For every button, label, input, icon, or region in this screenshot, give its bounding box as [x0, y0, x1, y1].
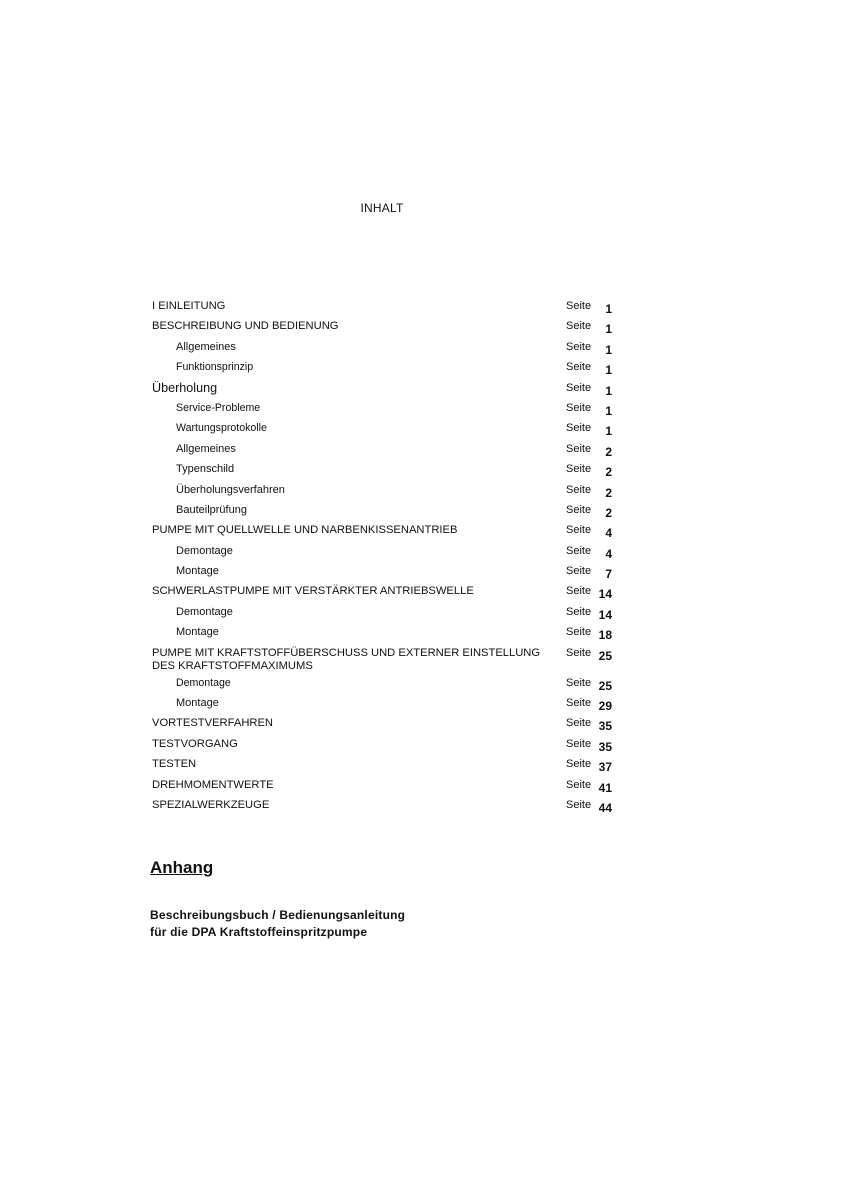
toc-entry-title-line-2: DES KRAFTSTOFFMAXIMUMS	[152, 659, 313, 672]
toc-entry-page-number: 1	[605, 342, 612, 357]
toc-entry-seite-label: Seite	[566, 483, 592, 496]
annex-description-line-1: Beschreibungsbuch / Bedienungsanleitung	[150, 908, 406, 922]
toc-entry-seite-label: Seite	[566, 340, 592, 353]
toc-subentry[interactable]	[150, 441, 620, 461]
toc-entry-title: Überholungsverfahren	[176, 483, 285, 496]
annex-description-line-2: für die DPA Kraftstoffeinspritzpumpe	[150, 925, 368, 939]
toc-entry-page-number: 4	[605, 546, 612, 561]
toc-entry-title: Überholung	[152, 380, 218, 395]
toc-entry-page-number: 2	[605, 465, 612, 480]
toc-entry[interactable]	[150, 797, 620, 817]
toc-entry-page-number: 14	[598, 587, 612, 602]
toc-entry-title: BESCHREIBUNG UND BEDIENUNG	[152, 320, 339, 333]
toc-entry-page-number: 25	[598, 678, 612, 693]
toc-entry-title: SCHWERLASTPUMPE MIT VERSTÄRKTER ANTRIEBSWELLE	[152, 585, 474, 598]
toc-entry-title: Montage	[176, 626, 219, 639]
toc-entry-seite-label: Seite	[566, 361, 592, 374]
toc-entry-page-number: 18	[598, 628, 612, 643]
toc-entry-title: I EINLEITUNG	[152, 300, 226, 312]
toc-entry-seite-label: Seite	[566, 737, 592, 750]
toc-entry-title: VORTESTVERFAHREN	[152, 717, 274, 730]
toc-entry-seite-label: Seite	[566, 381, 592, 394]
toc-entry-page-number: 1	[605, 383, 612, 398]
toc-entry[interactable]	[150, 318, 620, 338]
toc-subentry[interactable]	[150, 604, 620, 624]
toc-entry-seite-label: Seite	[566, 626, 592, 639]
toc-subentry[interactable]	[150, 482, 620, 502]
toc-entry-title: Funktionsprinzip	[176, 361, 254, 374]
toc-subentry[interactable]	[150, 420, 620, 440]
toc-entry-seite-label: Seite	[566, 320, 592, 333]
toc-entry-seite-label: Seite	[566, 422, 592, 435]
toc-entry-seite-label: Seite	[566, 676, 592, 689]
toc-entry-title: SPEZIALWERKZEUGE	[152, 798, 270, 811]
toc-entry[interactable]	[150, 777, 620, 797]
toc-entry-seite-label: Seite	[566, 524, 592, 537]
toc-entry[interactable]	[150, 715, 620, 735]
toc-entry-seite-label: Seite	[566, 300, 592, 312]
toc-entry-seite-label: Seite	[566, 697, 592, 710]
toc-entry[interactable]	[150, 645, 620, 675]
toc-entry-title: Demontage	[176, 676, 231, 689]
toc-entry-page-number: 1	[605, 363, 612, 378]
toc-entry-page-number: 7	[605, 567, 612, 582]
toc-entry-seite-label: Seite	[566, 605, 592, 618]
toc-entry-page-number: 14	[598, 607, 612, 622]
toc-entry-seite-label: Seite	[566, 717, 592, 730]
toc-entry-title: Allgemeines	[176, 340, 236, 353]
toc-entry-page-number: 2	[605, 444, 612, 459]
toc-entry-seite-label: Seite	[566, 463, 592, 476]
toc-entry-seite-label: Seite	[566, 565, 592, 578]
toc-entry-title: Montage	[176, 697, 219, 710]
toc-entry-title-multiline	[152, 647, 542, 673]
toc-entry-page-number: 35	[598, 739, 612, 754]
toc-entry-title: Demontage	[176, 544, 233, 557]
toc-entry-seite-label: Seite	[566, 798, 592, 811]
toc-entry-page-number: 1	[605, 322, 612, 337]
toc-subentry[interactable]	[150, 359, 620, 379]
toc-entry-seite-label: Seite	[566, 503, 592, 516]
annex-heading: Anhang	[150, 858, 214, 877]
toc-subentry[interactable]	[150, 563, 620, 583]
toc-subentry[interactable]	[150, 339, 620, 359]
toc-entry-page-number: 1	[605, 424, 612, 439]
table-of-contents	[150, 298, 620, 817]
toc-entry-title: Wartungsprotokolle	[176, 422, 267, 435]
toc-subentry[interactable]	[150, 461, 620, 481]
toc-entry[interactable]	[150, 736, 620, 756]
toc-entry-title: Allgemeines	[176, 442, 236, 455]
toc-entry[interactable]	[150, 522, 620, 542]
toc-entry-seite-label: Seite	[566, 585, 592, 598]
toc-entry-title: TESTVORGANG	[152, 737, 238, 750]
toc-subentry[interactable]	[150, 624, 620, 644]
toc-entry-seite-label: Seite	[566, 758, 592, 771]
toc-subentry[interactable]	[150, 502, 620, 522]
toc-entry[interactable]	[150, 583, 620, 603]
toc-entry-title: Montage	[176, 565, 219, 578]
toc-entry-page-number: 37	[598, 760, 612, 775]
toc-subentry[interactable]	[150, 400, 620, 420]
toc-entry-title: Bauteilprüfung	[176, 503, 247, 516]
toc-entry-title: Service-Probleme	[176, 401, 261, 414]
toc-entry[interactable]	[150, 756, 620, 776]
toc-entry-page-number: 4	[605, 526, 612, 541]
toc-entry-title: Demontage	[176, 605, 233, 618]
toc-entry-page-number: 35	[598, 719, 612, 734]
toc-entry[interactable]	[150, 380, 620, 400]
toc-entry-title-line-1: PUMPE MIT KRAFTSTOFFÜBERSCHUSS UND EXTERNER EINSTELLUNG	[152, 646, 541, 659]
toc-entry-page-number: 1	[605, 302, 612, 316]
page-title: INHALT	[360, 201, 404, 215]
toc-subentry[interactable]	[150, 543, 620, 563]
toc-entry-seite-label: Seite	[566, 778, 592, 791]
toc-entry-title: DREHMOMENTWERTE	[152, 778, 274, 791]
toc-entry-title: TESTEN	[152, 758, 197, 771]
toc-entry-title: Typenschild	[176, 463, 235, 476]
toc-entry[interactable]	[150, 298, 620, 318]
toc-subentry[interactable]	[150, 675, 620, 695]
toc-entry-seite-label: Seite	[566, 646, 592, 659]
toc-entry-seite-label: Seite	[566, 544, 592, 557]
toc-entry-page-number: 44	[598, 800, 612, 815]
toc-entry-page-number: 1	[605, 403, 612, 418]
toc-entry-seite-label: Seite	[566, 401, 592, 414]
toc-entry-title: PUMPE MIT QUELLWELLE UND NARBENKISSENANTRIEB	[152, 524, 458, 537]
toc-entry-page-number: 29	[598, 699, 612, 714]
toc-entry-page-number: 41	[598, 780, 612, 795]
toc-entry-page-number: 25	[598, 648, 612, 663]
toc-entry-seite-label: Seite	[566, 442, 592, 455]
toc-subentry[interactable]	[150, 695, 620, 715]
toc-entry-page-number: 2	[605, 505, 612, 520]
toc-entry-page-number: 2	[605, 485, 612, 500]
